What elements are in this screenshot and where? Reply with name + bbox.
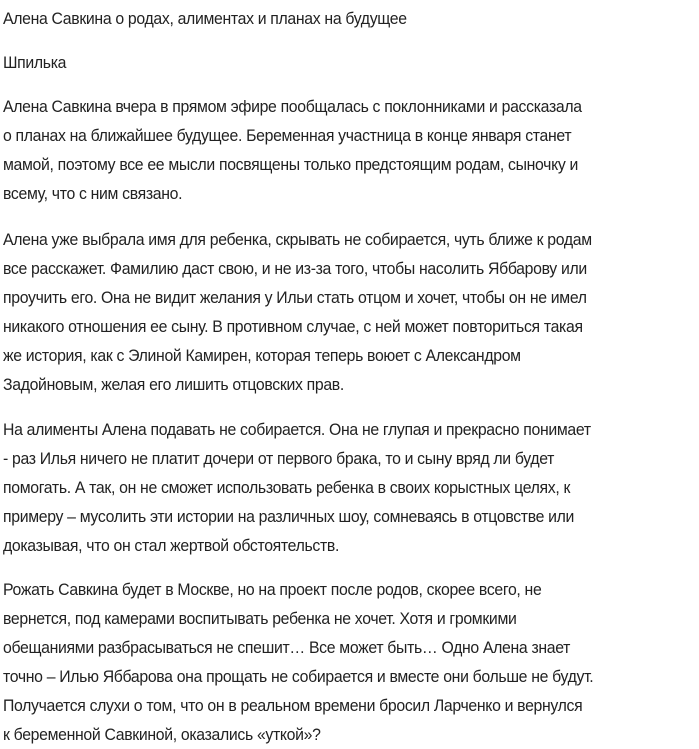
paragraph-line: - раз Илья ничего не платит дочери от первого брака, то и сыну вряд ли будет — [3, 449, 555, 468]
paragraph-line: На алименты Алена подавать не собирается. Она не глупая и прекрасно понимает — [3, 420, 591, 439]
paragraph-4 — [3, 575, 638, 749]
paragraph-2 — [3, 225, 636, 399]
paragraph-line: вернется, под камерами воспитывать ребенка не хочет. Хотя и громкими — [3, 609, 517, 628]
paragraph-line: всему, что с ним связано. — [3, 184, 183, 203]
paragraph-line: же история, как с Элиной Камирен, которая теперь воюет с Александром — [3, 346, 521, 365]
paragraph-line: никакого отношения ее сыну. В противном случае, с ней может повториться такая — [3, 317, 583, 336]
paragraph-line: Задойновым, желая его лишить отцовских прав. — [3, 375, 344, 394]
paragraph-line: доказывая, что он стал жертвой обстоятельств. — [3, 536, 340, 555]
paragraph-line: о планах на ближайшее будущее. Беременная участница в конце января станет — [3, 126, 572, 145]
paragraph-line: примеру – мусолить эти истории на различных шоу, сомневаясь в отцовстве или — [3, 507, 575, 526]
paragraph-line: проучить его. Она не видит желания у Ильи стать отцом и хочет, чтобы он не имел — [3, 288, 587, 307]
paragraph-line: Алена уже выбрала имя для ребенка, скрывать не собирается, чуть ближе к родам — [3, 230, 592, 249]
article-title: Алена Савкина о родах, алиментах и планах на будущее — [3, 9, 407, 28]
paragraph-line: помогать. А так, он не сможет использовать ребенка в своих корыстных целях, к — [3, 478, 571, 497]
paragraph-line: к беременной Савкиной, оказались «уткой»? — [3, 725, 321, 744]
article-source: Шпилька — [3, 53, 67, 72]
paragraph-1 — [3, 92, 625, 208]
paragraph-line: Алена Савкина вчера в прямом эфире пообщалась с поклонниками и рассказала — [3, 97, 582, 116]
paragraph-line: Рожать Савкина будет в Москве, но на проект после родов, скорее всего, не — [3, 580, 542, 599]
paragraph-line: все расскажет. Фамилию даст свою, и не из-за того, чтобы насолить Яббарову или — [3, 259, 587, 278]
paragraph-line: Получается слухи о том, что он в реальном времени бросил Ларченко и вернулся — [3, 696, 583, 715]
paragraph-line: мамой, поэтому все ее мысли посвящены только предстоящим родам, сыночку и — [3, 155, 579, 174]
paragraph-line: точно – Илью Яббарова она прощать не собирается и вместе они больше не будут. — [3, 667, 594, 686]
paragraph-3 — [3, 415, 635, 560]
paragraph-line: обещаниями разбрасываться не спешит… Все может быть… Одно Алена знает — [3, 638, 571, 657]
